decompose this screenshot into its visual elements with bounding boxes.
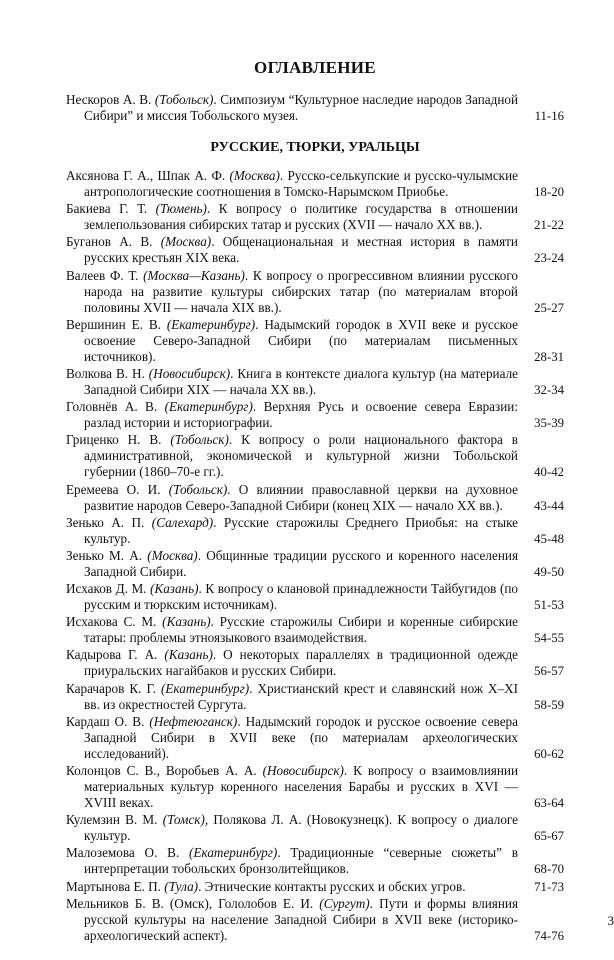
entry-place: (Нефтеюганск) — [149, 713, 238, 729]
toc-entry — [66, 366, 564, 398]
entry-pages: 40-42 — [534, 465, 564, 480]
entry-pages: 58-59 — [534, 697, 564, 712]
toc-entry — [66, 714, 564, 762]
toc-entry — [66, 763, 564, 811]
entry-title: Надымский городок и русское освоение севера Западной Сибири в XVII веке (по материалам археологических исследований). — [84, 713, 519, 761]
entry-place: (Екатеринбург) — [166, 316, 256, 332]
entry-title: Традиционные “северные сюжеты” в интерпретации тобольских бронзолитейщиков. — [84, 845, 518, 877]
toc-entry-text: Малоземова О. В. (Екатеринбург). Традиционные “северные сюжеты” в интерпретации тобольских бронзолитейщиков. — [66, 845, 518, 877]
entry-title: К вопросу о клановой принадлежности Тайбугидов (по русским и тюркским источникам). — [84, 581, 519, 613]
toc-entry — [66, 168, 564, 200]
entry-place: (Томск), — [162, 812, 209, 828]
toc-entry-text: Вершинин Е. В. (Екатеринбург). Надымский городок в XVII веке и русское освоение Северо-Западной Сибири (по материалам письменных источников). — [66, 316, 518, 364]
entry-author: Валеев Ф. Т. — [66, 267, 139, 283]
entry-title: О влиянии православной церкви на духовное развитие народов Северо-Западной Сибири (конец XIX — начало XX вв.). — [84, 481, 519, 513]
toc-entry — [66, 548, 564, 580]
entry-author: Вершинин Е. В. — [66, 316, 161, 332]
toc-entry — [66, 812, 564, 844]
entry-title: Русско-селькупские и русско-чулымские антропологические соотношения в Томско-Нарымском Приобье. — [84, 168, 519, 199]
entry-place: (Казань) — [150, 581, 199, 597]
entry-place: (Тюмень) — [155, 201, 207, 217]
entry-place: (Казань) — [164, 647, 213, 663]
entry-title: К вопросу о политике государства в отношении землепользования сибирских татар и русских (XVII — начало XX вв.). — [84, 201, 518, 233]
toc-entry-text: Исхакова С. М. (Казань). Русские старожилы Сибири и коренные сибирские татары: проблемы этноязыкового взаимодействия. — [66, 614, 518, 646]
entry-pages: 54-55 — [534, 631, 564, 646]
entry-place: (Новосибирск) — [148, 365, 231, 381]
entry-place: (Москва) — [229, 168, 280, 183]
entry-pages: 43-44 — [534, 498, 564, 513]
entry-pages: 74-76 — [534, 928, 564, 943]
toc-entry-text: Головнёв А. В. (Екатеринбург). Верхняя Русь и освоение севера Евразии: разлад истории и историографии. — [66, 399, 519, 431]
entry-author: Исхаков Д. М. — [66, 581, 147, 597]
entry-author: Гриценко Н. В. — [66, 432, 162, 448]
entry-title: Симпозиум “Культурное наследие народов Западной Сибири” и миссия Тобольского музея. — [84, 92, 519, 123]
entry-title: Надымский городок в XVII веке и русское освоение Северо-Западной Сибири (по материалам письменных источников). — [84, 316, 518, 364]
section-title: РУССКИЕ, ТЮРКИ, УРАЛЬЦЫ — [210, 140, 420, 155]
toc-entry-text: Кадырова Г. А. (Казань). О некоторых параллелях в традиционной одежде приуральских нагайбаков и русских Сибири. — [66, 647, 519, 679]
entry-pages: 18-20 — [534, 185, 564, 199]
entry-pages: 68-70 — [534, 862, 564, 877]
toc-entry-text: Буганов А. В. (Москва). Общенациональная и местная история в памяти русских крестьян XIX века. — [66, 234, 518, 266]
entry-pages: 35-39 — [534, 416, 564, 431]
entry-title: Общенациональная и местная история в памяти русских крестьян XIX века. — [84, 234, 518, 266]
table-of-contents — [66, 58, 564, 945]
toc-entry-text: Исхаков Д. М. (Казань). К вопросу о клановой принадлежности Тайбугидов (по русским и тюркским источникам). — [66, 581, 519, 613]
entry-place: (Тула) — [164, 878, 199, 894]
page-number: 3 — [607, 913, 614, 928]
toc-entry-text: Карачаров К. Г. (Екатеринбург). Христианский крест и славянский нож X–XI вв. из окрестностей Сургута. — [66, 680, 519, 712]
entry-author: Исхакова С. М. — [66, 614, 157, 630]
entry-place: (Москва—Казань) — [143, 267, 245, 283]
entry-pages: 28-31 — [534, 349, 564, 364]
page-title: ОГЛАВЛЕНИЕ — [254, 58, 376, 77]
entry-place: (Екатеринбург) — [160, 680, 250, 696]
toc-entry-text: Волкова В. Н. (Новосибирск). Книга в контексте диалога культур (на материале Западной Сибири XIX — начала XX вв.). — [66, 365, 519, 397]
toc-entry — [66, 92, 564, 124]
entry-pages: 56-57 — [534, 664, 564, 679]
entry-place: (Тобольск) — [154, 92, 214, 107]
entry-place: (Екатеринбург) — [189, 845, 278, 861]
entry-place: (Сургут) — [319, 895, 370, 911]
toc-entry-text: Зенько А. П. (Салехард). Русские старожилы Среднего Приобья: на стыке культур. — [66, 514, 519, 546]
toc-entry-text: Гриценко Н. В. (Тобольск). К вопросу о роли национального фактора в административной, экономической и культурной жизни Тобольской губернии (1860–70-е гг.). — [66, 432, 519, 480]
entry-author: Карачаров К. Г. — [66, 680, 156, 696]
entry-pages: 21-22 — [534, 218, 564, 233]
entry-place: (Москва) — [160, 234, 212, 250]
entry-place: (Екатеринбург) — [164, 399, 253, 415]
entry-title: О некоторых параллелях в традиционной одежде приуральских нагайбаков и русских Сибири. — [84, 647, 519, 679]
entry-title: Этнические контакты русских и обских угров. — [204, 878, 466, 894]
toc-entry-text: Нескоров А. В. (Тобольск). Симпозиум “Культурное наследие народов Западной Сибири” и миссия Тобольского музея. — [66, 92, 519, 123]
entry-title: К вопросу о взаимовлиянии материальных культур коренного населения Барабы и русских в XVI — XVIII веках. — [84, 763, 519, 810]
entry-title: Русские старожилы Среднего Приобья: на стыке культур. — [84, 514, 519, 546]
toc-entry-text: Мартынова Е. П. (Тула). Этнические контакты русских и обских угров. — [66, 878, 466, 894]
intro-entries — [66, 92, 564, 124]
entry-title: Полякова Л. А. (Новокузнецк). К вопросу о диалоге культур. — [84, 812, 519, 844]
entry-title: К вопросу о прогрессивном влиянии русского народа на развитие культуры сибирских татар (по материалам второй половины XVII — начала XIX вв.). — [84, 267, 519, 315]
entry-title: Христианский крест и славянский нож X–XI вв. из окрестностей Сургута. — [84, 680, 519, 712]
toc-entry-text: Колонцов С. В., Воробьев А. А. (Новосибирск). К вопросу о взаимовлиянии материальных культур коренного населения Барабы и русских в XVI — XVIII веках. — [66, 763, 519, 810]
toc-entry — [66, 432, 564, 480]
toc-entry — [66, 482, 564, 514]
entry-place: (Казань) — [162, 614, 211, 630]
toc-entry-text: Бакиева Г. Т. (Тюмень). К вопросу о политике государства в отношении землепользования сибирских татар и русских (XVII — начало XX вв.). — [66, 201, 518, 233]
entry-place: (Москва) — [147, 547, 198, 563]
entry-pages: 11-16 — [534, 109, 564, 123]
entry-author: Малоземова О. В. — [66, 845, 180, 861]
entry-place: (Тобольск) — [170, 432, 229, 448]
entry-title: Русские старожилы Сибири и коренные сибирские татары: проблемы этноязыкового взаимодействия. — [84, 614, 518, 646]
toc-entry-text: Зенько М. А. (Москва). Общинные традиции русского и коренного населения Западной Сибири. — [66, 547, 519, 579]
entry-author: Колонцов С. В., Воробьев А. А. — [66, 763, 257, 778]
entry-author: Бакиева Г. Т. — [66, 201, 148, 217]
entry-title: Книга в контексте диалога культур (на материале Западной Сибири XIX — начала XX вв.). — [84, 365, 519, 397]
entry-title: Верхняя Русь и освоение севера Евразии: разлад истории и историографии. — [84, 399, 519, 431]
toc-entry-text: Еремеева О. И. (Тобольск). О влиянии православной церкви на духовное развитие народов Северо-Западной Сибири (конец XIX — начало XX вв.). — [66, 481, 519, 513]
entry-pages: 51-53 — [534, 598, 564, 613]
entry-author: Мельников Б. В. (Омск), Гололобов Е. И. — [66, 895, 314, 911]
toc-entry — [66, 681, 564, 713]
entry-author: Мартынова Е. П. — [66, 878, 161, 894]
entry-title: Общинные традиции русского и коренного населения Западной Сибири. — [84, 547, 519, 579]
toc-entry — [66, 896, 564, 944]
toc-entry — [66, 581, 564, 613]
entry-author: Головнёв А. В. — [66, 399, 158, 415]
entry-place: (Новосибирск) — [262, 763, 344, 778]
entry-title: К вопросу о роли национального фактора в административной, экономической и культурной жизни Тобольской губернии (1860–70-е гг.). — [84, 432, 519, 480]
entry-author: Еремеева О. И. — [66, 481, 161, 497]
toc-entry — [66, 515, 564, 547]
entry-author: Буганов А. В. — [66, 234, 153, 250]
toc-entry-text: Кардаш О. В. (Нефтеюганск). Надымский городок и русское освоение севера Западной Сибири в XVII веке (по материалам археологических исследований). — [66, 713, 519, 761]
toc-entry — [66, 647, 564, 679]
toc-entry — [66, 614, 564, 646]
entry-author: Кулемзин В. М. — [66, 812, 158, 828]
toc-entry — [66, 845, 564, 877]
entry-title: Пути и формы влияния русской культуры на население Западной Сибири в XVII веке (историко-археологический аспект). — [84, 895, 519, 943]
entry-author: Зенько М. А. — [66, 547, 143, 563]
entry-place: (Тобольск) — [168, 481, 228, 497]
entry-pages: 23-24 — [534, 251, 564, 266]
entry-pages: 71-73 — [534, 879, 564, 894]
entry-pages: 60-62 — [534, 746, 564, 761]
toc-entry-text: Аксянова Г. А., Шпак А. Ф. (Москва). Русско-селькупские и русско-чулымские антропологические соотношения в Томско-Нарымском Приобье. — [66, 168, 519, 199]
toc-entry-text: Валеев Ф. Т. (Москва—Казань). К вопросу о прогрессивном влиянии русского народа на развитие культуры сибирских татар (по материалам второй половины XVII — начала XIX вв.). — [66, 267, 519, 315]
toc-entries — [66, 168, 564, 944]
entry-pages: 32-34 — [534, 382, 564, 397]
toc-entry-text — [66, 812, 518, 844]
toc-entry — [66, 201, 564, 233]
entry-pages: 49-50 — [534, 564, 564, 579]
toc-entry-text: Мельников Б. В. (Омск), Гололобов Е. И. (Сургут). Пути и формы влияния русской культуры на население Западной Сибири в XVII веке (историко-археологический аспект). — [66, 895, 519, 943]
entry-place: (Салехард) — [151, 514, 214, 530]
entry-pages: 65-67 — [534, 829, 564, 844]
toc-entry — [66, 879, 564, 895]
toc-entry — [66, 399, 564, 431]
entry-author: Нескоров А. В. — [66, 92, 152, 107]
entry-author: Аксянова Г. А., Шпак А. Ф. — [66, 168, 226, 183]
entry-author: Кадырова Г. А. — [66, 647, 158, 663]
toc-entry — [66, 317, 564, 365]
entry-pages: 25-27 — [534, 300, 564, 315]
entry-author: Волкова В. Н. — [66, 365, 145, 381]
entry-author: Кардаш О. В. — [66, 713, 145, 729]
toc-entry — [66, 268, 564, 316]
entry-pages: 45-48 — [534, 531, 564, 546]
toc-entry — [66, 234, 564, 266]
entry-pages: 63-64 — [534, 796, 564, 810]
entry-author: Зенько А. П. — [66, 514, 145, 530]
